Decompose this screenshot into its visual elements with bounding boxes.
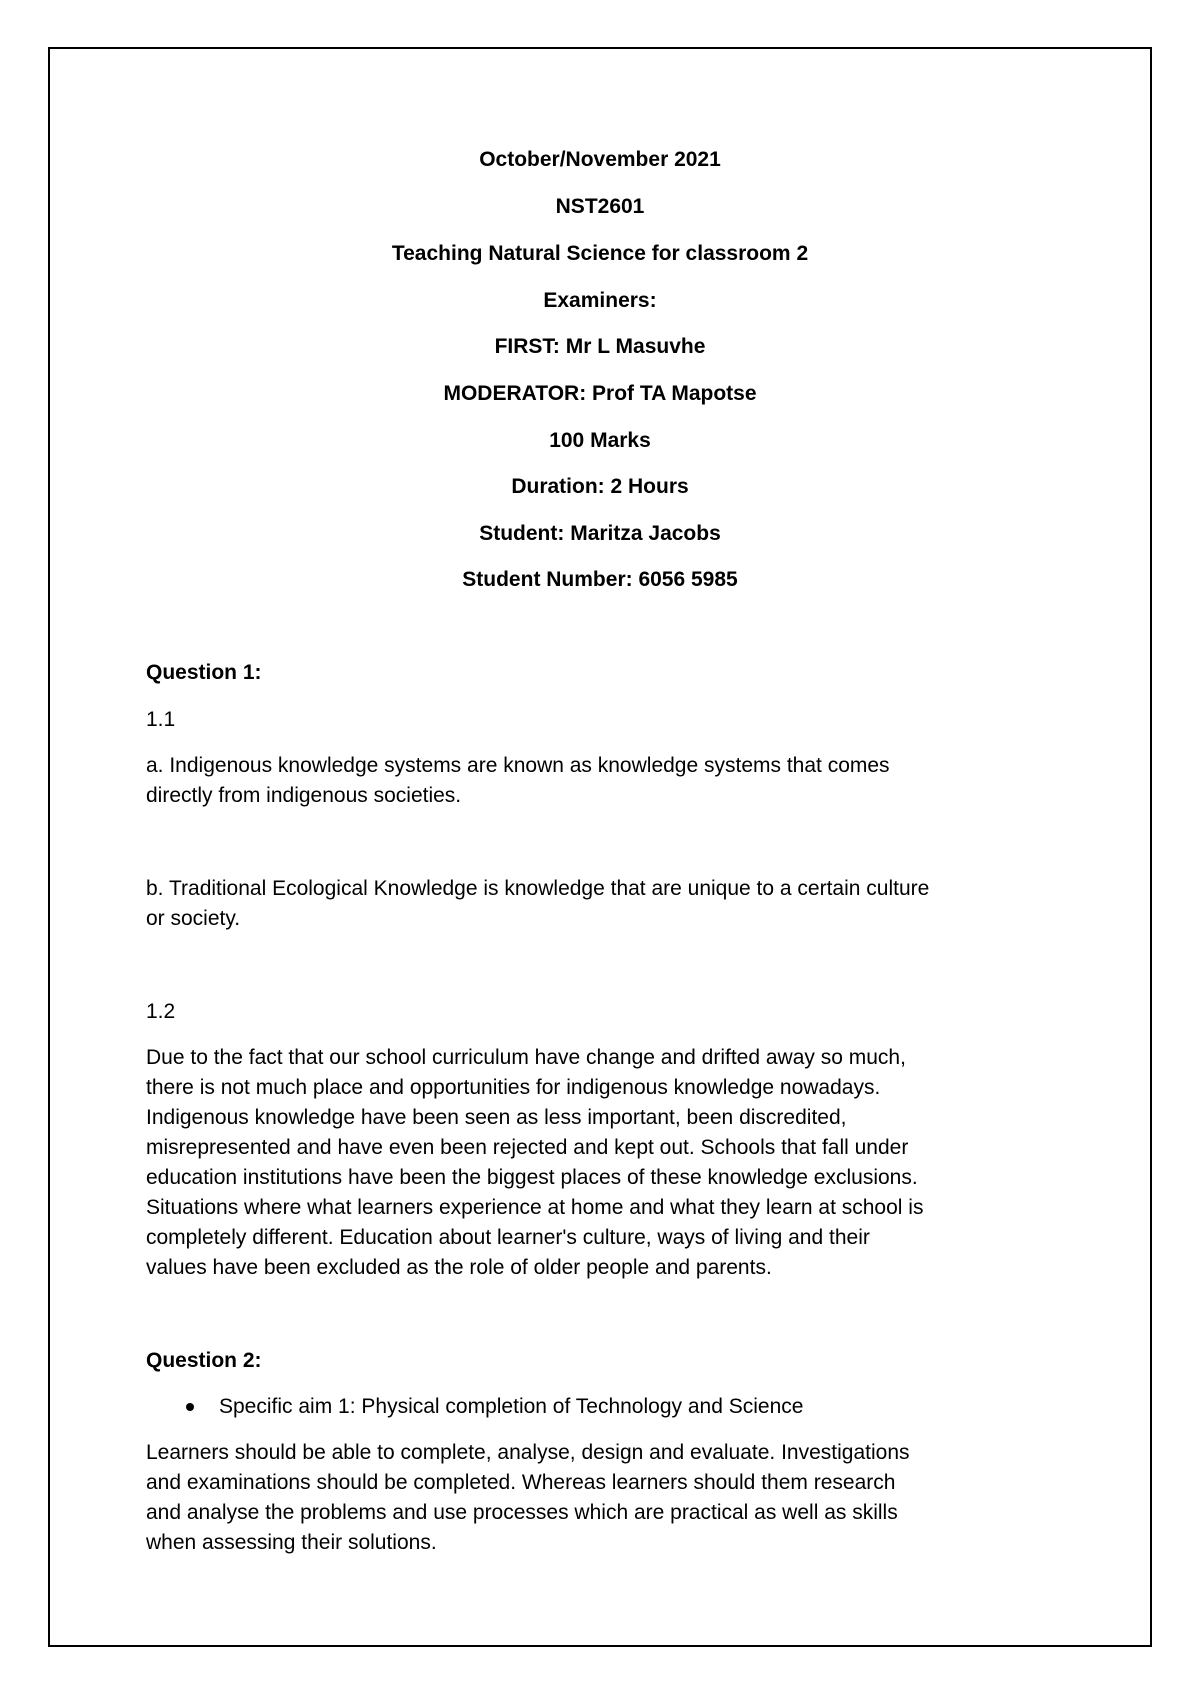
- paragraph-line: Indigenous knowledge have been seen as less important, been discredited,: [146, 1106, 847, 1129]
- bullet-item: [146, 1392, 1076, 1422]
- question-2-heading: Question 2:: [146, 1349, 262, 1372]
- paragraph-line: values have been excluded as the role of older people and parents.: [146, 1256, 772, 1279]
- paragraph-line: and analyse the problems and use processes which are practical as well as skills: [146, 1501, 898, 1524]
- bullet-icon: [186, 1403, 194, 1411]
- examiners-label: Examiners:: [543, 289, 657, 312]
- answer-a-line-2: directly from indigenous societies.: [146, 784, 462, 807]
- exam-session: October/November 2021: [479, 148, 721, 171]
- first-examiner: FIRST: Mr L Masuvhe: [494, 335, 706, 358]
- paragraph-line: misrepresented and have even been rejected and kept out. Schools that fall under: [146, 1136, 909, 1159]
- answer-b-line-1: b. Traditional Ecological Knowledge is knowledge that are unique to a certain culture: [146, 877, 930, 900]
- section-1-2-label: 1.2: [146, 1000, 176, 1023]
- paragraph-line: Due to the fact that our school curriculum have change and drifted away so much,: [146, 1046, 906, 1069]
- total-marks: 100 Marks: [549, 429, 651, 452]
- exam-duration: Duration: 2 Hours: [511, 475, 689, 498]
- paragraph-line: there is not much place and opportunities for indigenous knowledge nowadays.: [146, 1076, 881, 1099]
- paragraph-line: Situations where what learners experience at home and what they learn at school is: [146, 1196, 924, 1219]
- student-number: Student Number: 6056 5985: [462, 568, 738, 591]
- student-name: Student: Maritza Jacobs: [479, 522, 721, 545]
- paragraph-line: education institutions have been the biggest places of these knowledge exclusions.: [146, 1166, 918, 1189]
- paragraph-line: Learners should be able to complete, analyse, design and evaluate. Investigations: [146, 1441, 910, 1464]
- answer-b-line-2: or society.: [146, 907, 241, 930]
- section-1-1-label: 1.1: [146, 708, 176, 731]
- bullet-text: Specific aim 1: Physical completion of Technology and Science: [219, 1395, 804, 1418]
- answer-a-line-1: a. Indigenous knowledge systems are known as knowledge systems that comes: [146, 754, 890, 777]
- paragraph-line: and examinations should be completed. Whereas learners should them research: [146, 1471, 896, 1494]
- module-code: NST2601: [555, 195, 645, 218]
- paragraph-line: completely different. Education about learner's culture, ways of living and their: [146, 1226, 870, 1249]
- question-1-heading: Question 1:: [146, 661, 262, 684]
- paragraph-line: when assessing their solutions.: [146, 1531, 437, 1554]
- moderator: MODERATOR: Prof TA Mapotse: [443, 382, 757, 405]
- module-title: Teaching Natural Science for classroom 2: [391, 242, 809, 265]
